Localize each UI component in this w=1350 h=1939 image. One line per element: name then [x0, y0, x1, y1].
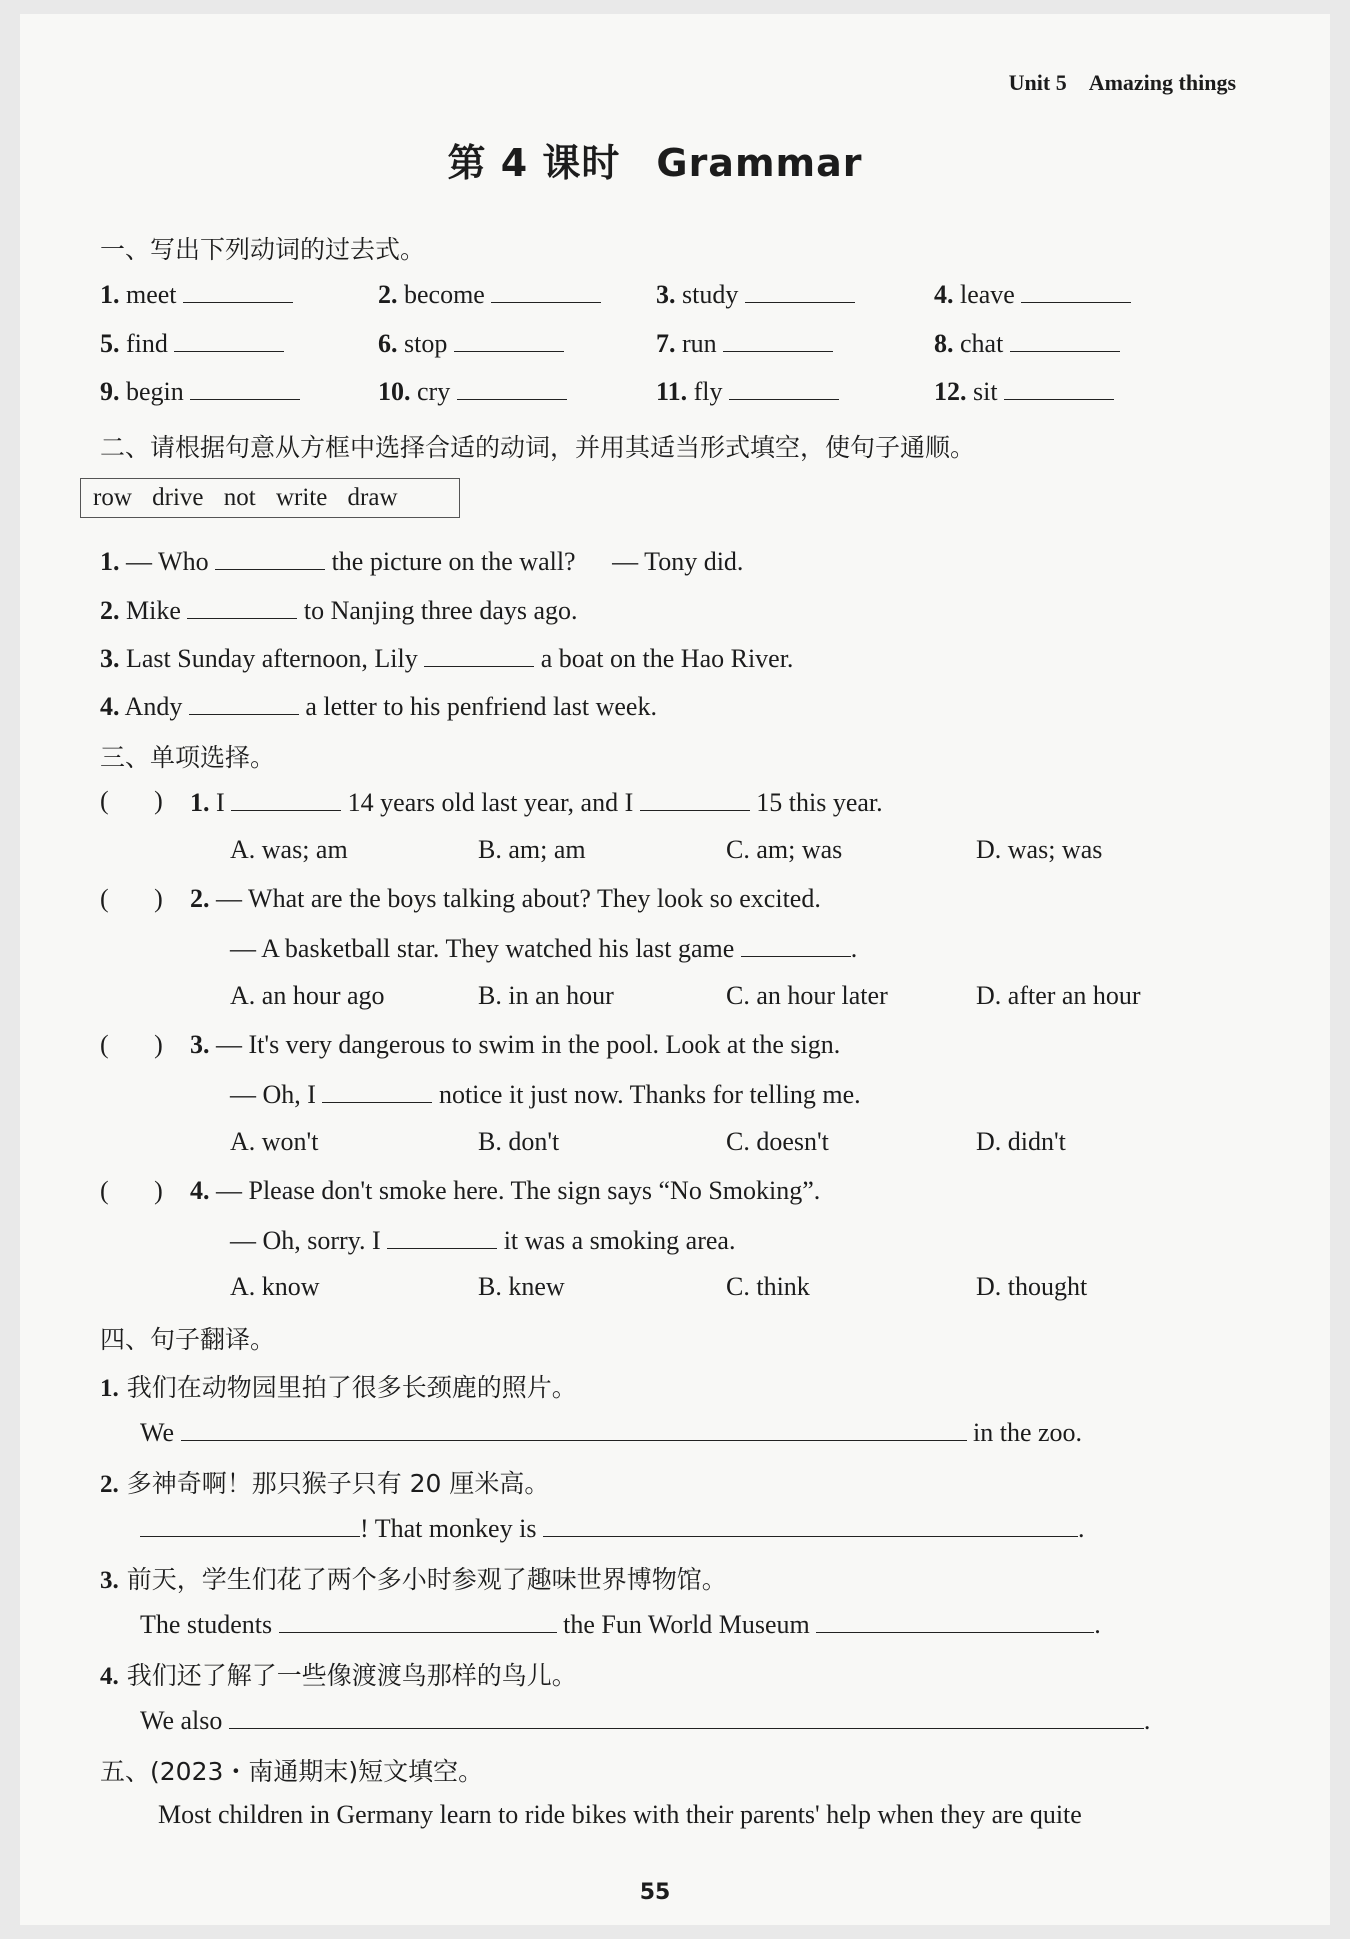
option-d[interactable]: D. was; was [976, 835, 1103, 864]
verb-item: 2. become [378, 278, 601, 310]
section1-heading: 一、写出下列动词的过去式。 [100, 235, 426, 264]
option-b[interactable]: B. knew [478, 1272, 565, 1301]
answer-blank[interactable] [424, 642, 534, 667]
verb-item: 6. stop [378, 327, 564, 359]
verb-item: 1. meet [100, 278, 293, 310]
answer-parentheses[interactable]: ( ) [100, 786, 163, 815]
answer-blank[interactable] [387, 1224, 497, 1249]
s3-question-3-line2: — Oh, I notice it just now. Thanks for telling me. [230, 1080, 861, 1109]
answer-blank[interactable] [229, 1704, 1144, 1729]
answer-blank[interactable] [231, 786, 341, 811]
option-a[interactable]: A. was; am [230, 835, 348, 864]
option-d[interactable]: D. thought [976, 1272, 1088, 1301]
option-c[interactable]: C. am; was [726, 835, 843, 864]
page-title [0, 132, 1310, 187]
s3-question-4: 4. — Please don't smoke here. The sign says “No Smoking”. [190, 1176, 821, 1205]
answer-blank[interactable] [1004, 375, 1114, 400]
option-c[interactable]: C. an hour later [726, 981, 888, 1010]
verb-item: 12. sit [934, 375, 1114, 407]
answer-blank[interactable] [543, 1512, 1078, 1537]
passage-text: Most children in Germany learn to ride bikes with their parents' help when they are quite [158, 1800, 1082, 1829]
s2-question-2: 2. Mike to Nanjing three days ago. [100, 596, 578, 625]
option-b[interactable]: B. don't [478, 1127, 560, 1156]
s4-question-2: 2. 多神奇啊！那只猴子只有 20 厘米高。 [100, 1469, 550, 1498]
verb-item: 10. cry [378, 375, 567, 407]
answer-blank[interactable] [279, 1608, 557, 1633]
verb-item: 9. begin [100, 375, 300, 407]
section2-heading: 二、请根据句意从方框中选择合适的动词，并用其适当形式填空，使句子通顺。 [100, 433, 976, 462]
verb-item: 3. study [656, 278, 855, 310]
answer-blank[interactable] [215, 545, 325, 570]
answer-blank[interactable] [457, 375, 567, 400]
section5-heading: 五、(2023・南通期末)短文填空。 [100, 1757, 484, 1786]
verb-item: 11. fly [656, 375, 839, 407]
option-b[interactable]: B. am; am [478, 835, 586, 864]
s4-question-3: 3. 前天，学生们花了两个多小时参观了趣味世界博物馆。 [100, 1565, 727, 1594]
s4-question-4: 4. 我们还了解了一些像渡渡鸟那样的鸟儿。 [100, 1661, 577, 1690]
s4-question-1: 1. 我们在动物园里拍了很多长颈鹿的照片。 [100, 1373, 577, 1402]
answer-parentheses[interactable]: ( ) [100, 1176, 163, 1205]
s4-answer-1: We in the zoo. [140, 1418, 1083, 1447]
option-a[interactable]: A. an hour ago [230, 981, 385, 1010]
section3-heading: 三、单项选择。 [100, 743, 276, 772]
answer-blank[interactable] [140, 1512, 360, 1537]
answer-blank[interactable] [187, 594, 297, 619]
s4-answer-3: The students the Fun World Museum . [140, 1610, 1101, 1639]
answer-blank[interactable] [729, 375, 839, 400]
s3-question-2-line2: — A basketball star. They watched his last game . [230, 934, 858, 963]
option-d[interactable]: D. didn't [976, 1127, 1066, 1156]
answer-blank[interactable] [723, 327, 833, 352]
answer-blank[interactable] [181, 1416, 967, 1441]
word-box: row drive not write draw [80, 478, 460, 518]
s3-question-4-line2: — Oh, sorry. I it was a smoking area. [230, 1226, 736, 1255]
option-c[interactable]: C. doesn't [726, 1127, 829, 1156]
s2-question-4: 4. Andy a letter to his penfriend last week. [100, 692, 657, 721]
section4-heading: 四、句子翻译。 [100, 1325, 276, 1354]
answer-blank[interactable] [1010, 327, 1120, 352]
answer-parentheses[interactable]: ( ) [100, 884, 163, 913]
s4-answer-2: ! That monkey is . [140, 1512, 1084, 1544]
s3-question-3: 3. — It's very dangerous to swim in the pool. Look at the sign. [190, 1030, 841, 1059]
answer-blank[interactable] [491, 278, 601, 303]
option-a[interactable]: A. won't [230, 1127, 319, 1156]
answer-blank[interactable] [741, 932, 851, 957]
lesson-label: 第 4 课时 [447, 141, 621, 185]
answer-blank[interactable] [1021, 278, 1131, 303]
s2-question-1: 1. — Who the picture on the wall? — Tony did. [100, 547, 744, 576]
s3-question-2: 2. — What are the boys talking about? They look so excited. [190, 884, 821, 913]
verb-item: 4. leave [934, 278, 1131, 310]
answer-blank[interactable] [189, 690, 299, 715]
answer-parentheses[interactable]: ( ) [100, 1030, 163, 1059]
answer-blank[interactable] [454, 327, 564, 352]
answer-blank[interactable] [745, 278, 855, 303]
verb-item: 7. run [656, 327, 833, 359]
verb-item: 5. find [100, 327, 284, 359]
unit-topic: Amazing things [1088, 70, 1236, 95]
answer-blank[interactable] [183, 278, 293, 303]
page-number: 55 [639, 1880, 671, 1905]
verb-item: 8. chat [934, 327, 1120, 359]
option-b[interactable]: B. in an hour [478, 981, 614, 1010]
answer-blank[interactable] [322, 1078, 432, 1103]
unit-header [1009, 70, 1236, 96]
answer-blank[interactable] [174, 327, 284, 352]
answer-blank[interactable] [190, 375, 300, 400]
s3-question-1: 1. I 14 years old last year, and I 15 this year. [190, 788, 883, 817]
answer-blank[interactable] [816, 1608, 1094, 1633]
option-d[interactable]: D. after an hour [976, 981, 1141, 1010]
option-a[interactable]: A. know [230, 1272, 320, 1301]
lesson-name: Grammar [656, 141, 863, 185]
s4-answer-4: We also . [140, 1706, 1151, 1735]
option-c[interactable]: C. think [726, 1272, 810, 1301]
s2-question-3: 3. Last Sunday afternoon, Lily a boat on the Hao River. [100, 644, 794, 673]
answer-blank[interactable] [640, 786, 750, 811]
unit-label: Unit 5 [1008, 70, 1067, 95]
